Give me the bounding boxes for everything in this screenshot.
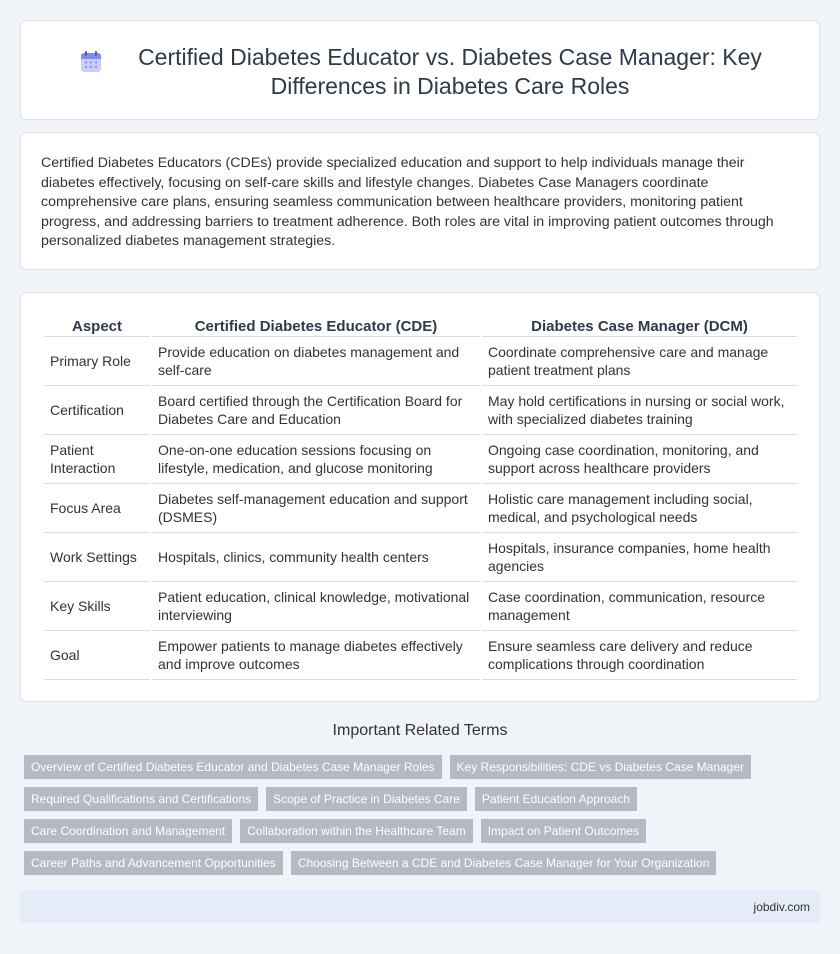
comparison-table (42, 313, 799, 680)
summary-card (20, 132, 820, 270)
row-aspect: Goal (44, 631, 150, 680)
page-title: Certified Diabetes Educator vs. Diabetes Case Manager: Key Differences in Diabetes Care Roles (138, 44, 762, 99)
related-term-link[interactable]: Key Responsibilities: CDE vs Diabetes Case Manager (450, 755, 751, 779)
related-term-link[interactable]: Choosing Between a CDE and Diabetes Case Manager for Your Organization (291, 851, 717, 875)
row-dcm-value: Case coordination, communication, resource management (482, 582, 797, 631)
row-dcm-value: Ensure seamless care delivery and reduce complications through coordination (482, 631, 797, 680)
row-dcm-value: Hospitals, insurance companies, home health agencies (482, 533, 797, 582)
table-row (44, 386, 797, 435)
related-term-link[interactable]: Scope of Practice in Diabetes Care (266, 787, 467, 811)
row-aspect: Certification (44, 386, 150, 435)
table-row (44, 582, 797, 631)
row-dcm-value: May hold certifications in nursing or social work, with specialized diabetes training (482, 386, 797, 435)
related-terms-heading: Important Related Terms (332, 722, 508, 739)
table-row (44, 435, 797, 484)
table-row (44, 533, 797, 582)
related-terms-list (24, 755, 784, 883)
tag-row (24, 851, 784, 875)
table-header-row (44, 313, 797, 337)
comparison-card (20, 292, 820, 702)
title-card (20, 20, 820, 120)
related-term-link[interactable]: Required Qualifications and Certifications (24, 787, 258, 811)
footer (20, 890, 820, 923)
calendar-icon (79, 50, 103, 74)
row-dcm-value: Coordinate comprehensive care and manage patient treatment plans (482, 337, 797, 386)
related-term-link[interactable]: Patient Education Approach (475, 787, 637, 811)
column-header-cde: Certified Diabetes Educator (CDE) (152, 313, 480, 337)
related-term-link[interactable]: Career Paths and Advancement Opportunities (24, 851, 283, 875)
row-aspect: Patient Interaction (44, 435, 150, 484)
row-cde-value: Hospitals, clinics, community health centers (152, 533, 480, 582)
column-header-aspect: Aspect (44, 313, 150, 337)
row-cde-value: Provide education on diabetes management and self-care (152, 337, 480, 386)
row-cde-value: Diabetes self-management education and support (DSMES) (152, 484, 480, 533)
row-cde-value: Empower patients to manage diabetes effectively and improve outcomes (152, 631, 480, 680)
related-term-link[interactable]: Impact on Patient Outcomes (481, 819, 646, 843)
footer-site-link[interactable]: jobdiv.com (753, 900, 810, 914)
row-cde-value: Board certified through the Certification Board for Diabetes Care and Education (152, 386, 480, 435)
row-aspect: Focus Area (44, 484, 150, 533)
summary-text: Certified Diabetes Educators (CDEs) provide specialized education and support to help individuals manage their diabetes effectively, focusing on self-care skills and lifestyle changes. Diabetes Case Managers coordinate comprehensive care plans, ensuring seamless communication between healthcare providers, monitoring patient progress, and addressing barriers to treatment adherence. Both roles are vital in improving patient outcomes through personalized diabetes management strategies. (41, 155, 774, 250)
row-dcm-value: Ongoing case coordination, monitoring, and support across healthcare providers (482, 435, 797, 484)
table-row (44, 484, 797, 533)
tag-row (24, 755, 784, 779)
row-cde-value: Patient education, clinical knowledge, motivational interviewing (152, 582, 480, 631)
related-term-link[interactable]: Overview of Certified Diabetes Educator and Diabetes Case Manager Roles (24, 755, 442, 779)
row-cde-value: One-on-one education sessions focusing on lifestyle, medication, and glucose monitoring (152, 435, 480, 484)
table-row (44, 337, 797, 386)
row-aspect: Work Settings (44, 533, 150, 582)
row-aspect: Primary Role (44, 337, 150, 386)
row-aspect: Key Skills (44, 582, 150, 631)
tag-row (24, 787, 784, 811)
column-header-dcm: Diabetes Case Manager (DCM) (482, 313, 797, 337)
related-term-link[interactable]: Collaboration within the Healthcare Team (240, 819, 473, 843)
tag-row (24, 819, 784, 843)
row-dcm-value: Holistic care management including social, medical, and psychological needs (482, 484, 797, 533)
related-term-link[interactable]: Care Coordination and Management (24, 819, 232, 843)
table-row (44, 631, 797, 680)
